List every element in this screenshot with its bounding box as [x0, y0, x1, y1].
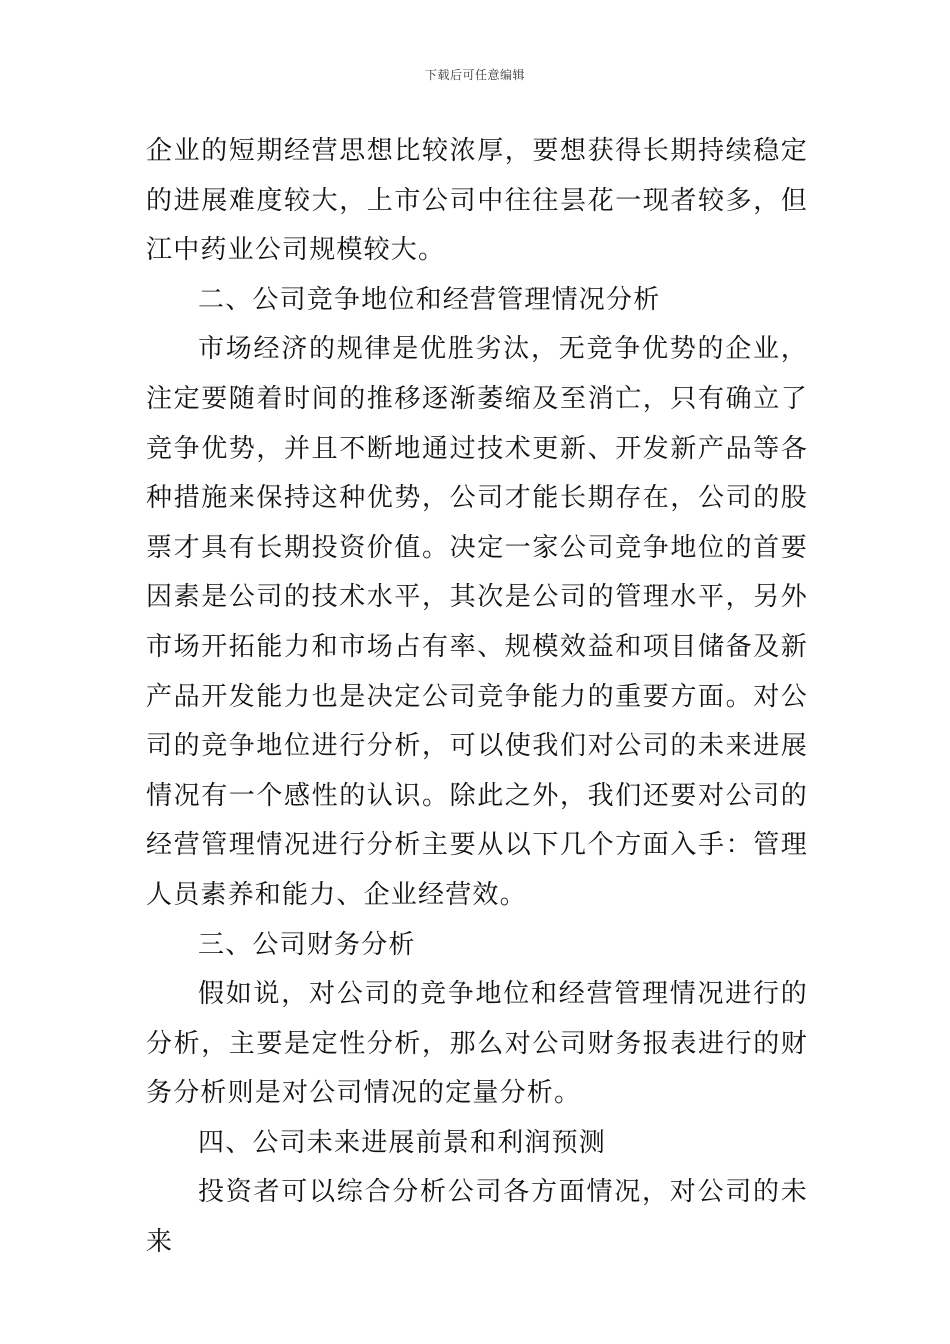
paragraph-competition: 市场经济的规律是优胜劣汰，无竞争优势的企业，注定要随着时间的推移逐渐萎缩及至消亡，只有确立了竞争优势，并且不断地通过技术更新、开发新产品等各种措施来保持这种优势，公司才能长期存在，公司的股票才具有长期投资价值。决定一家公司竞争地位的首要因素是公司的技术水平，其次是公司的管理水平，另外市场开拓能力和市场占有率、规模效益和项目储备及新产品开发能力也是决定公司竞争能力的重要方面。对公司的竞争地位进行分析，可以使我们对公司的未来进展情况有一个感性的认识。除此之外，我们还要对公司的经营管理情况进行分析主要从以下几个方面入手：管理人员素养和能力、企业经营效。: [146, 334, 808, 910]
header-note: 下载后可任意编辑: [424, 68, 525, 82]
paragraph-continuation: 企业的短期经营思想比较浓厚，要想获得长期持续稳定的进展难度较大，上市公司中往往昙花一现者较多，但江中药业公司规模较大。: [146, 136, 808, 266]
section-heading-2: 二、公司竞争地位和经营管理情况分析: [198, 284, 661, 315]
paragraph-outlook: 投资者可以综合分析公司各方面情况，对公司的未来: [146, 1177, 808, 1258]
section-heading-4: 四、公司未来进展前景和利润预测: [198, 1127, 607, 1158]
document-body: [146, 127, 808, 1268]
paragraph-finance: 假如说，对公司的竞争地位和经营管理情况进行的分析，主要是定性分析，那么对公司财务报表进行的财务分析则是对公司情况的定量分析。: [146, 979, 808, 1109]
section-heading-3: 三、公司财务分析: [198, 929, 416, 960]
